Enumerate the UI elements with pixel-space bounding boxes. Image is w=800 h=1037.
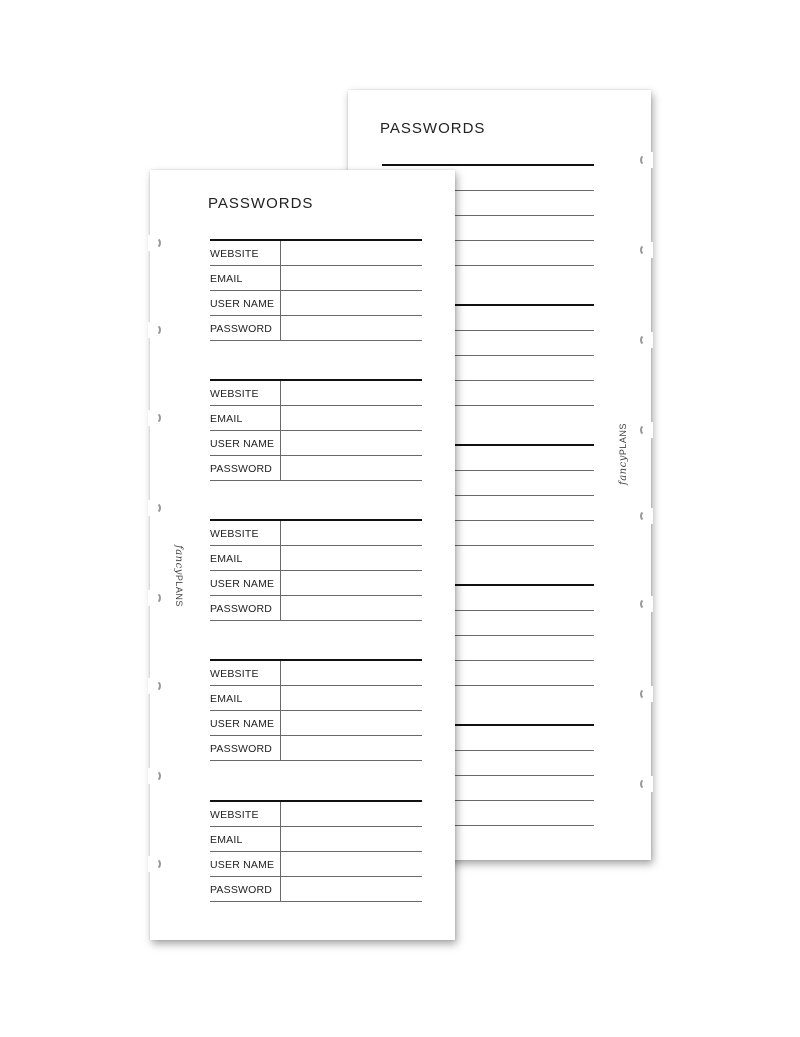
disc-notch <box>148 856 158 872</box>
website-label: WEBSITE <box>210 668 259 680</box>
username-label: USER NAME <box>210 438 275 450</box>
disc-notch <box>148 410 158 426</box>
password-label: PASSWORD <box>210 323 273 335</box>
username-label: USER NAME <box>210 298 275 310</box>
disc-notch <box>643 508 653 524</box>
email-label: EMAIL <box>210 693 243 705</box>
disc-notch <box>643 596 653 612</box>
website-row <box>210 379 422 406</box>
password-entry <box>210 239 422 341</box>
username-row <box>210 431 422 456</box>
username-label: USER NAME <box>210 578 275 590</box>
disc-notch <box>643 152 653 168</box>
brand-logo: fancyPLANS <box>618 423 629 485</box>
password-row <box>210 877 422 902</box>
email-label: EMAIL <box>210 273 243 285</box>
password-label: PASSWORD <box>210 884 273 896</box>
password-label: PASSWORD <box>210 463 273 475</box>
disc-notch <box>148 322 158 338</box>
disc-notch <box>643 332 653 348</box>
username-row <box>210 852 422 877</box>
email-row <box>210 266 422 291</box>
username-label: USER NAME <box>210 859 275 871</box>
page-title: PASSWORDS <box>380 120 486 137</box>
password-row <box>210 456 422 481</box>
email-row <box>210 827 422 852</box>
password-entry <box>210 519 422 621</box>
disc-notch <box>643 776 653 792</box>
website-row <box>210 659 422 686</box>
disc-notch <box>643 686 653 702</box>
disc-notch <box>643 422 653 438</box>
email-label: EMAIL <box>210 413 243 425</box>
username-label: USER NAME <box>210 718 275 730</box>
page-title: PASSWORDS <box>208 195 314 212</box>
website-row <box>210 239 422 266</box>
password-row <box>210 736 422 761</box>
password-label: PASSWORD <box>210 743 273 755</box>
password-entry <box>210 379 422 481</box>
email-row <box>210 406 422 431</box>
website-row <box>210 800 422 827</box>
email-row <box>210 546 422 571</box>
disc-notch <box>148 590 158 606</box>
brand-logo: fancyPLANS <box>173 545 184 607</box>
email-row <box>210 686 422 711</box>
email-label: EMAIL <box>210 553 243 565</box>
password-row <box>210 596 422 621</box>
website-label: WEBSITE <box>210 248 259 260</box>
email-label: EMAIL <box>210 834 243 846</box>
password-entry <box>210 659 422 761</box>
disc-notch <box>148 678 158 694</box>
website-row <box>210 519 422 546</box>
password-entry <box>210 800 422 902</box>
password-label: PASSWORD <box>210 603 273 615</box>
disc-notch <box>148 500 158 516</box>
username-row <box>210 291 422 316</box>
website-label: WEBSITE <box>210 809 259 821</box>
website-label: WEBSITE <box>210 528 259 540</box>
username-row <box>210 571 422 596</box>
disc-notch <box>148 768 158 784</box>
website-label: WEBSITE <box>210 388 259 400</box>
disc-notch <box>643 242 653 258</box>
username-row <box>210 711 422 736</box>
password-row <box>210 316 422 341</box>
disc-notch <box>148 235 158 251</box>
front-planner-page <box>150 170 455 940</box>
